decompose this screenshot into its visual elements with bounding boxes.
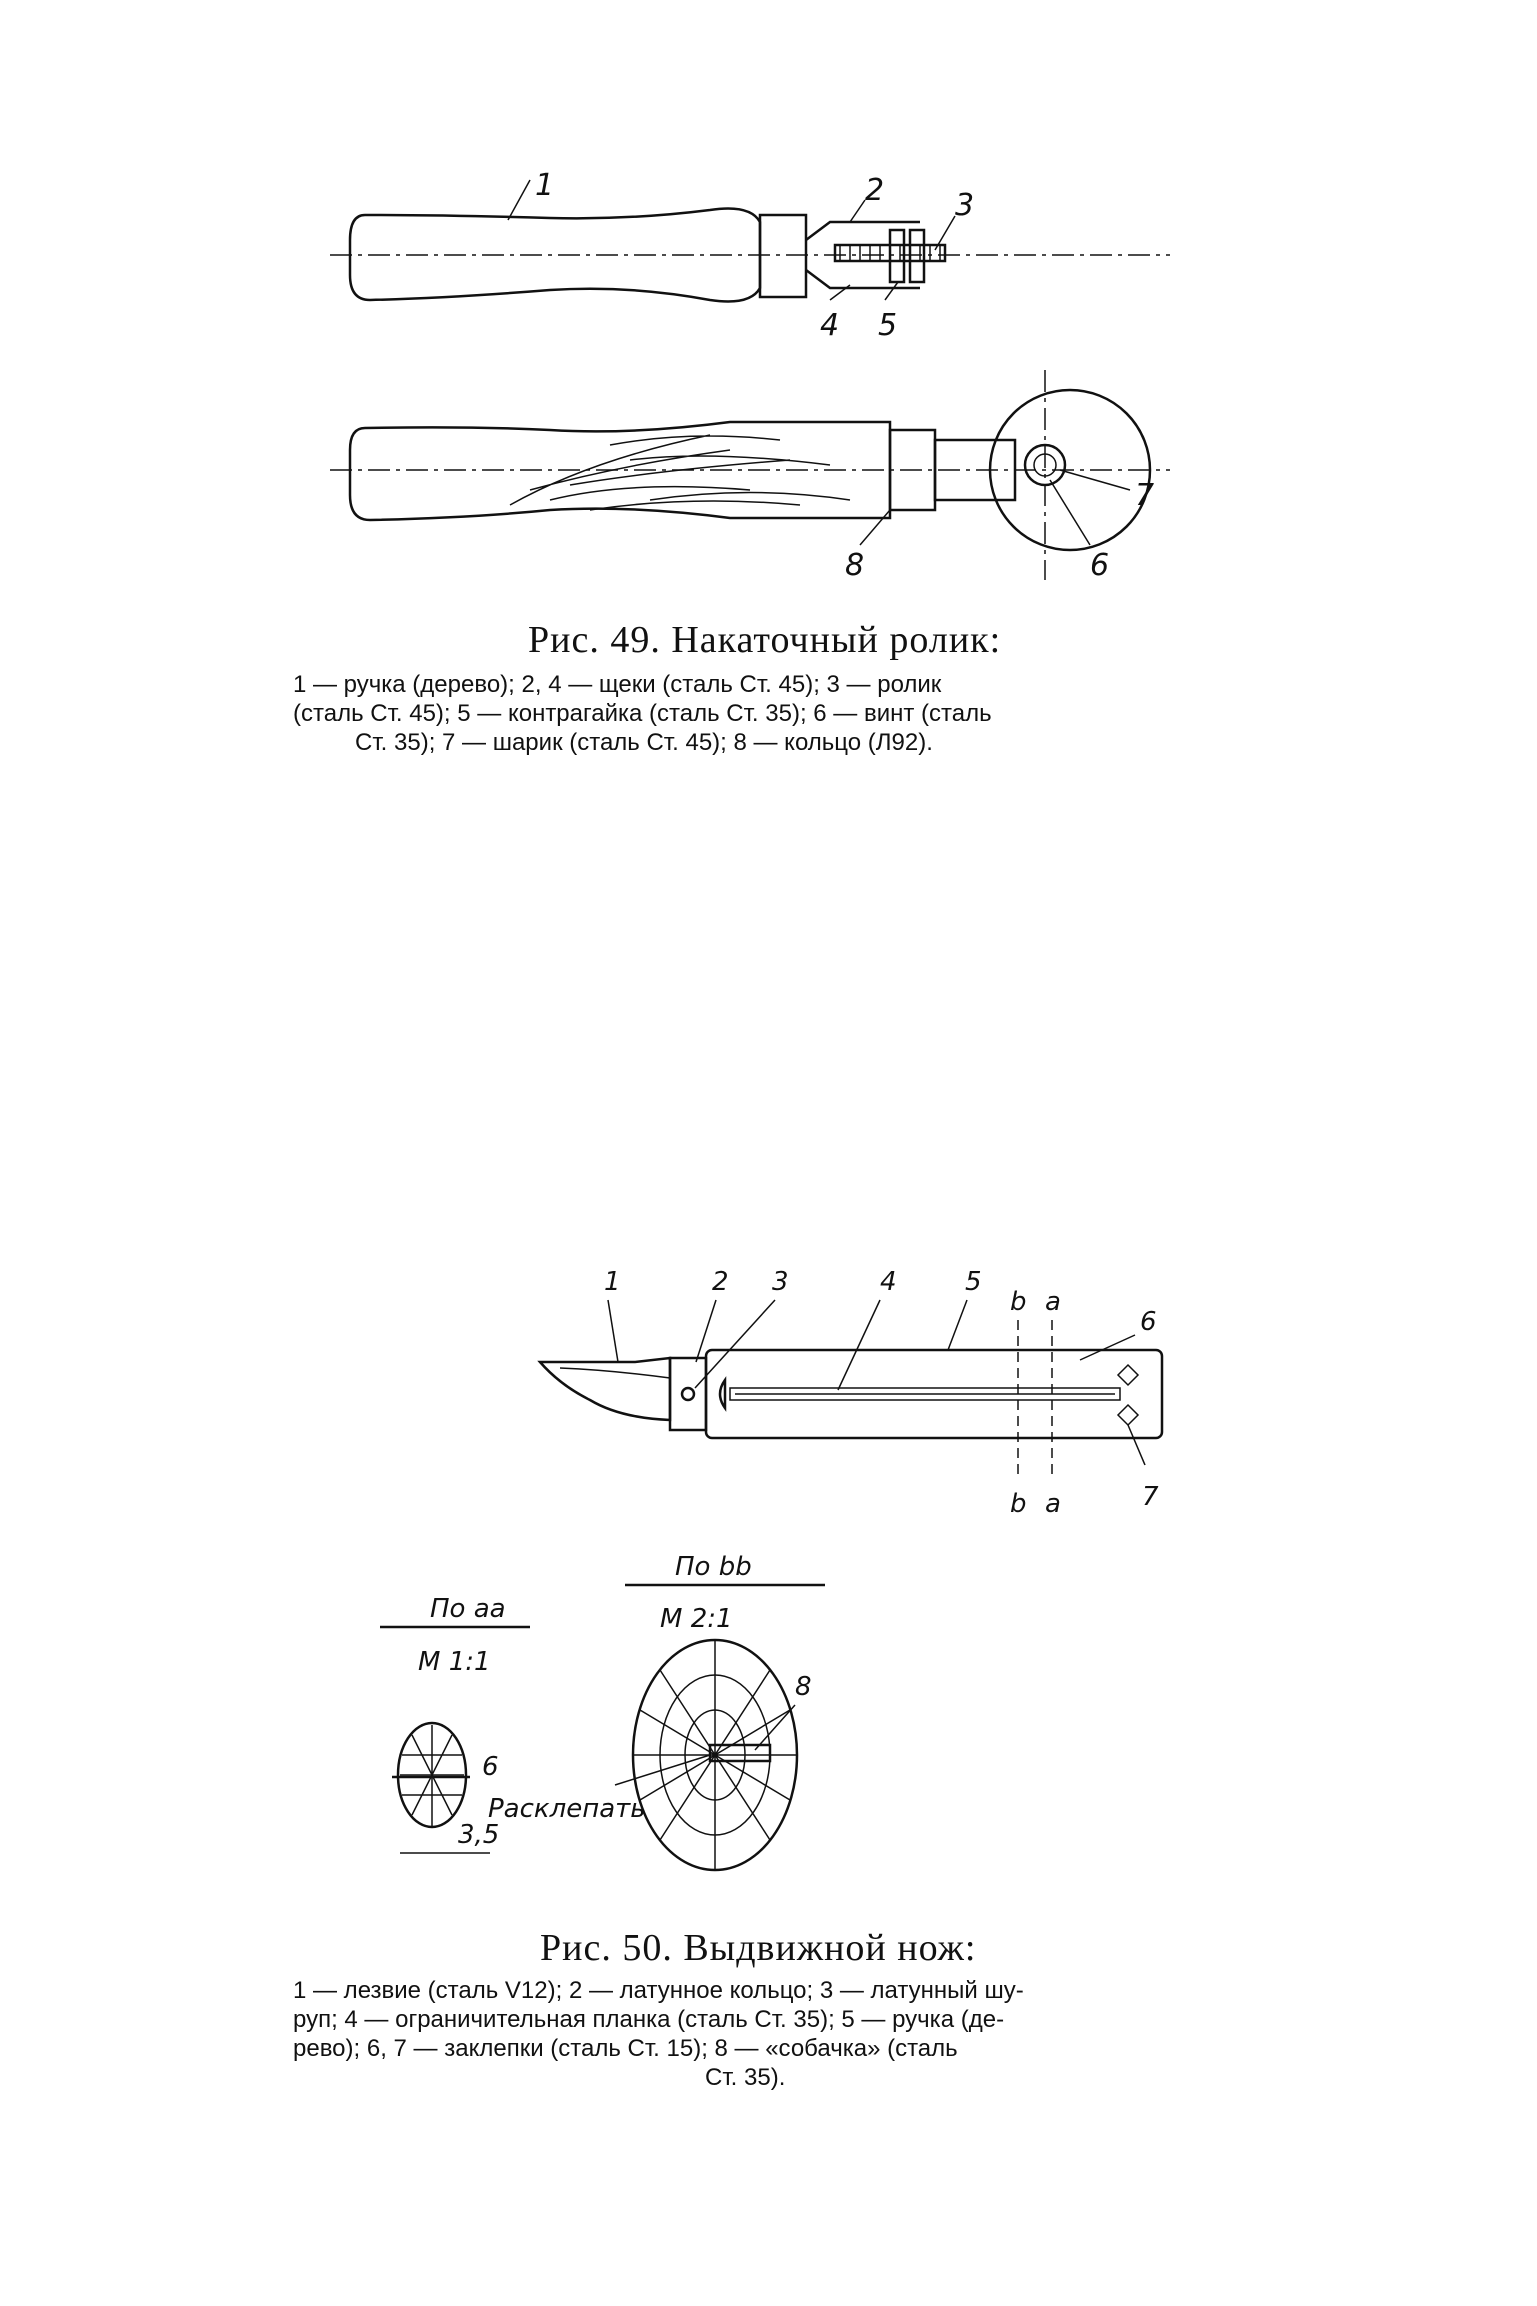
- fig50-label-6: 6: [1140, 1307, 1157, 1337]
- knurling-roller-drawing: [330, 160, 1210, 590]
- fig49-label-7: 7: [1135, 478, 1155, 513]
- fig50-label-3: 3: [772, 1267, 789, 1297]
- figure-50-caption: [293, 1976, 1241, 2092]
- figure-49-caption-title: Рис. 49. Накаточный ролик:: [528, 619, 1002, 661]
- fig50-label-7: 7: [1142, 1482, 1159, 1512]
- fig50-label-b-top: b: [1010, 1287, 1027, 1317]
- fig49-label-8: 8: [845, 548, 865, 583]
- fig50-label-4: 4: [880, 1267, 897, 1297]
- section-bb-title: По bb: [675, 1552, 752, 1582]
- figure-49-drawing: [330, 160, 1210, 590]
- fig50-label-a-bottom: a: [1045, 1489, 1061, 1519]
- figure-49-caption-line: 1 — ручка (дерево); 2, 4 — щеки (сталь Ст. 45); 3 — ролик: [293, 671, 942, 698]
- fig49-label-4: 4: [820, 308, 840, 343]
- retractable-knife-drawing: [520, 1250, 1220, 1550]
- section-bb-label-8: 8: [795, 1672, 812, 1702]
- figure-50-drawing: [520, 1250, 1220, 1550]
- figure-50-caption-line: руп; 4 — ограничительная планка (сталь Ст. 35); 5 — ручка (де-: [293, 2006, 1005, 2033]
- fig50-label-1: 1: [604, 1267, 621, 1297]
- rivet-annotation: Расклепать: [488, 1794, 646, 1824]
- knife-cross-sections: [370, 1545, 890, 1885]
- figure-49-caption-line: Ст. 35); 7 — шарик (сталь Ст. 45); 8 — кольцо (Л92).: [355, 729, 933, 756]
- figure-49-caption-line: (сталь Ст. 45); 5 — контрагайка (сталь Ст. 35); 6 — винт (сталь: [293, 700, 992, 727]
- figure-50-sections: [370, 1545, 890, 1885]
- figure-50-caption-line: 1 — лезвие (сталь V12); 2 — латунное кольцо; 3 — латунный шу-: [293, 1977, 1024, 2004]
- fig49-label-5: 5: [878, 308, 898, 343]
- fig50-label-5: 5: [965, 1267, 982, 1297]
- section-aa-title: По аа: [430, 1594, 506, 1624]
- fig50-label-b-bottom: b: [1010, 1489, 1027, 1519]
- figure-49-caption: [293, 670, 1241, 757]
- section-aa-label-6: 6: [482, 1752, 499, 1782]
- figure-50-caption-line: рево); 6, 7 — заклепки (сталь Ст. 15); 8 — «собачка» (сталь: [293, 2035, 958, 2062]
- fig49-label-1: 1: [535, 168, 555, 203]
- dimension-3-5: 3,5: [458, 1820, 500, 1850]
- fig49-label-6: 6: [1090, 548, 1110, 583]
- fig49-label-2: 2: [865, 173, 885, 208]
- figure-50-caption-line: Ст. 35).: [705, 2064, 786, 2091]
- fig50-label-a-top: a: [1045, 1287, 1061, 1317]
- section-bb-scale: М 2:1: [660, 1604, 733, 1634]
- figure-50-caption-title: Рис. 50. Выдвижной нож:: [540, 1927, 977, 1969]
- fig49-label-3: 3: [955, 188, 975, 223]
- fig50-label-2: 2: [712, 1267, 729, 1297]
- section-aa-scale: М 1:1: [418, 1647, 491, 1677]
